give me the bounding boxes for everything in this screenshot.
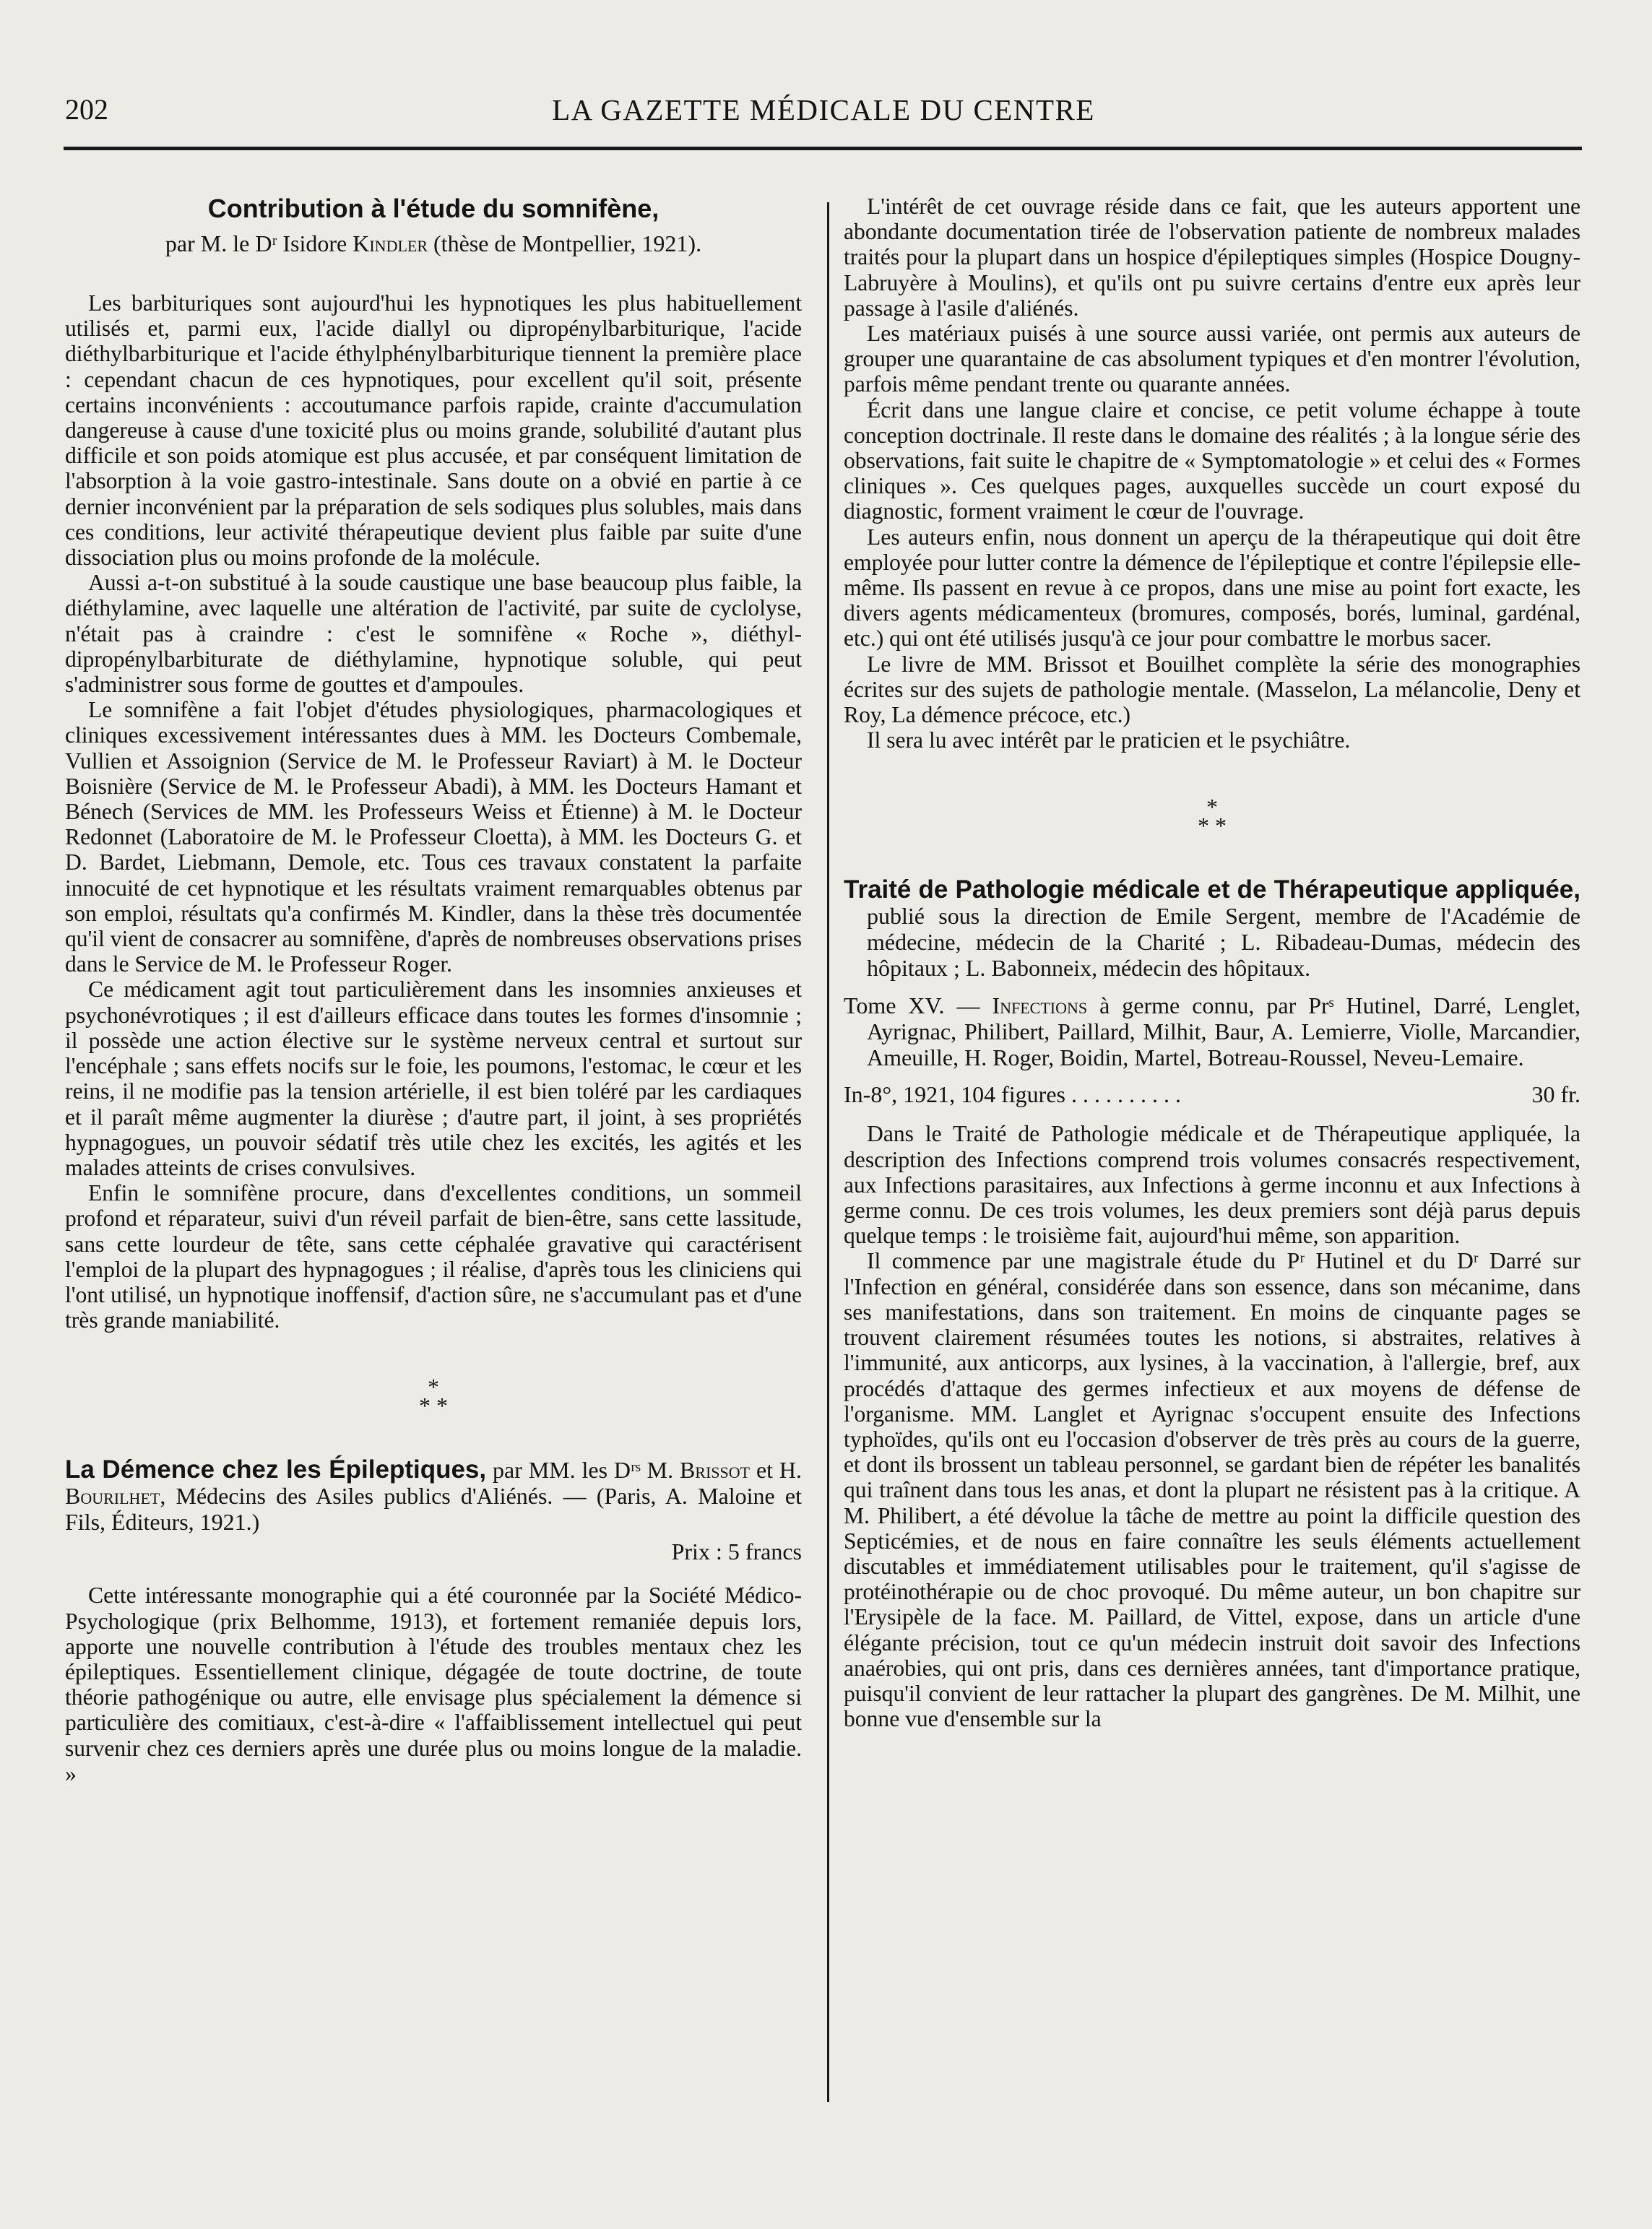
article-byline-somnifene bbox=[65, 230, 802, 257]
article-title-somnifene: Contribution à l'étude du somnifène, bbox=[207, 194, 659, 223]
format-price-line bbox=[844, 1081, 1580, 1108]
paragraph: Dans le Traité de Pathologie médicale et de Thérapeutique appliquée, la description des Infections comprend trois volumes consacrés respectivement, aux Infections parasitaires, aux Infections à germe inconnu et aux Infections à germe connu. De ces trois volumes, les deux premiers sont déjà parus depuis quelque temps : le troisième fait, aujourd'hui même, son apparition. bbox=[844, 1121, 1580, 1249]
paragraph: Aussi a-t-on substitué à la soude caustique une base beaucoup plus faible, la diéthylamine, avec laquelle une altération de l'activité, par suite de cyclolyse, n'était pas à craindre : c'est le somnifène « Roche », diéthyl-dipropénylbarbiturate de diéthylamine, hypnotique soluble, qui peut s'administrer sous forme de gouttes et d'ampoules. bbox=[65, 570, 802, 698]
paragraph: Le somnifène a fait l'objet d'études physiologiques, pharmacologiques et cliniques excessivement intéressantes dues à MM. les Docteurs Combemale, Vullien et Assoignion (Service de M. le Professeur Raviart) à M. le Docteur Boisnière (Service de M. le Professeur Abadi), à MM. les Docteurs Hamant et Bénech (Services de MM. les Professeurs Weiss et Étienne) à M. le Docteur Redonnet (Laboratoire de M. le Professeur Cloetta), à MM. les Docteurs G. et D. Bardet, Liebmann, Demole, etc. Tous ces travaux constatent la parfaite innocuité de cet hypnotique et les résultats vraiment remarquables obtenus par son emploi, résultats qu'a confirmés M. Kindler, dans la thèse très documentée qu'il vient de consacrer au somnifène, d'après de nombreuses observations prises dans le Service de M. le Professeur Roger. bbox=[65, 697, 802, 977]
price-label: Prix : 5 francs bbox=[671, 1538, 802, 1565]
paragraph: L'intérêt de cet ouvrage réside dans ce fait, que les auteurs apportent une abondante documentation tirée de l'observation patiente de nombreux malades traités pour la plupart dans un hospice d'épileptiques simples (Hospice Dougny-Labruyère à Moulins), et qu'ils ont pu suivre certains d'entre eux après leur passage à l'asile d'aliénés. bbox=[844, 194, 1580, 321]
right-column bbox=[844, 194, 1580, 1731]
paragraph: Les barbituriques sont aujourd'hui les hypnotiques les plus habituellement utilisés et, parmi eux, l'acide diallyl ou dipropénylbarbiturique, l'acide diéthylbarbiturique et l'acide éthylphénylbarbiturique tiennent la première place : cependant chacun de ces hypnotiques, pour excellent qu'il soit, présente certains inconvénients : accoutumance parfois rapide, crainte d'accumulation dangereuse à cause d'une toxicité plus ou moins grande, solubilité d'autant plus difficile et son poids atomique est plus accusée, et par conséquent limitation de l'absorption à la voie gastro-intestinale. Sans doute on a obvié en partie à ce dernier inconvénient par la préparation de sels sodiques plus solubles, mais dans ces conditions, leur activité thérapeutique devient plus faible par suite d'une dissociation plus ou moins profonde de la molécule. bbox=[65, 290, 802, 571]
paragraph: Les auteurs enfin, nous donnent un aperçu de la thérapeutique qui doit être employée pour lutter contre la démence de l'épileptique et contre l'épilepsie elle-même. Ils passent en revue à ce propos, dans une mise au point fort exacte, les divers agents médicamenteux (bromures, composés, borés, luminal, gardénal, etc.) qui ont été utilisés jusqu'à ce jour pour combattre le morbus sacer. bbox=[844, 524, 1580, 652]
paragraph: Il commence par une magistrale étude du Pʳ Hutinel et du Dʳ Darré sur l'Infection en général, considérée dans son essence, dans son mécanime, dans ses manifestations, dans son traitement. En moins de cinquante pages se trouvent clairement résumées toutes les notions, si abstraites, relatives à l'immunité, aux anticorps, aux lysines, à la vaccination, à l'allergie, bref, aux procédés d'attaque des germes infectieux et aux moyens de défense de l'organisme. MM. Langlet et Ayrignac s'occupent ensuite des Infections typhoïdes, qu'ils ont eu l'occasion d'observer de très près au cours de la guerre, et dont ils brossent un tableau personnel, se gardant bien de répéter les banalités qui traînent dans tous les anas, et dont la plupart ne résistent pas à la critique. A M. Philibert, a été dévolue la tâche de mettre au point la difficile question des Septicémies, et de nous en faire connaître les seuls éléments actuellement discutables et immédiatement utilisables pour le traitement, qu'il s'agisse de protéinothérapie ou de choc provoqué. Du même auteur, un bon chapitre sur l'Erysipèle de la face. M. Paillard, de Vittel, expose, dans un article d'une élégante précision, tout ce qu'un médecin instruit doit savoir des Infections anaérobies, qui ont pris, dans ces dernières années, tant d'importance pratique, puisqu'il convient de leur rattacher la plupart des gangrènes. De M. Milhit, une bonne vue d'ensemble sur la bbox=[844, 1248, 1580, 1732]
article-title-traite: Traité de Pathologie médicale et de Thérapeutique appliquée, bbox=[844, 875, 1580, 904]
article-title-demence: La Démence chez les Épileptiques, bbox=[65, 1455, 487, 1484]
price-label: 30 fr. bbox=[1531, 1081, 1580, 1108]
article-header-demence: La Démence chez les Épileptiques, par MM. les Dʳˢ M. Brissot et H. Bourilhet, Médecins des Asiles publics d'Aliénés. — (Paris, A. Maloine et Fils, Éditeurs, 1921.) bbox=[65, 1455, 803, 1536]
paragraph: Enfin le somnifène procure, dans d'excellentes conditions, un sommeil profond et réparateur, suivi d'un réveil parfait de bien-être, sans cette lassitude, sans cette lourdeur de tête, sans cette céphalée gravative qui caractérisent l'emploi de la plupart des hypnagogues ; il réalise, d'après tous les cliniciens qui l'ont utilisé, un hypnotique inoffensif, d'action sûre, ne s'accumulant pas et d'une très grande maniabilité. bbox=[65, 1180, 802, 1333]
left-column bbox=[65, 194, 802, 1786]
section-separator: * * * bbox=[1198, 794, 1227, 839]
column-divider bbox=[827, 202, 829, 2102]
journal-title: LA GAZETTE MÉDICALE DU CENTRE bbox=[552, 93, 1095, 126]
byline-prefix: par M. le Dʳ Isidore bbox=[165, 230, 353, 256]
paragraph: Ce médicament agit tout particulièrement dans les insomnies anxieuses et psychonévrotiques ; il est d'ailleurs efficace dans toutes les formes d'insomnie ; il possède une action élective sur le système nerveux central et surtout sur l'encéphale ; sans effets nocifs sur le foie, les poumons, l'estomac, le cœur et les reins, il ne modifie pas la tension artérielle, il est bien toléré par les cardiaques et il paraît même augmenter la diurèse ; d'autre part, il joint, à ses propriétés hypnagogues, un pouvoir sédatif très utile chez les excités, les agités et les malades atteints de crises convulsives. bbox=[65, 977, 802, 1180]
byline-suffix: (thèse de Montpellier, 1921). bbox=[428, 230, 702, 256]
tome-description: Tome XV. — Infections à germe connu, par Prˢ Hutinel, Darré, Lenglet, Ayrignac, Philibert, Paillard, Milhit, Baur, A. Lemierre, Violle, Marcandier, Ameuille, H. Roger, Boidin, Martel, Botreau-Roussel, Neveu-Lemaire. bbox=[844, 992, 1581, 1071]
format-label: In-8°, 1921, 104 figures . . . . . . . . . . bbox=[844, 1081, 1181, 1108]
article-header-traite: Traité de Pathologie médicale et de Thérapeutique appliquée, publié sous la direction de Emile Sergent, membre de l'Académie de médecine, médecin de la Charité ; L. Ribadeau-Dumas, médecin des hôpitaux ; L. Babonneix, médecin des hôpitaux. bbox=[844, 875, 1580, 982]
paragraph: Écrit dans une langue claire et concise, ce petit volume échappe à toute conception doctrinale. Il reste dans le domaine des réalités ; à la longue série des observations, fait suite le chapitre de « Symptomatologie » et celui des « Formes cliniques ». Ces quelques pages, auxquelles succède un court exposé du diagnostic, forment vraiment le cœur de l'ouvrage. bbox=[844, 397, 1580, 524]
byline-author: Kindler bbox=[353, 230, 428, 256]
paragraph: Les matériaux puisés à une source aussi variée, ont permis aux auteurs de grouper une quarantaine de cas absolument typiques et d'en montrer l'évolution, parfois même pendant trente ou quarante années. bbox=[844, 321, 1580, 397]
section-separator: * * * bbox=[419, 1374, 448, 1419]
header-rule bbox=[64, 147, 1582, 150]
author-brissot: Brissot bbox=[679, 1457, 751, 1484]
paragraph: Le livre de MM. Brissot et Bouilhet complète la série des monographies écrites sur des sujets de pathologie mentale. (Masselon, La mélancolie, Deny et Roy, La démence précoce, etc.) bbox=[844, 651, 1580, 728]
paragraph: Cette intéressante monographie qui a été couronnée par la Société Médico-Psychologique (prix Belhomme, 1913), et fortement remaniée depuis lors, apporte une nouvelle contribution à l'étude des troubles mentaux chez les épileptiques. Essentiellement clinique, dégagée de toute doctrine, de toute théorie pathogénique ou autre, elle envisage plus spécialement la démence si particulière des comitiaux, c'est-à-dire « l'affaiblissement intellectuel qui peut survenir chez ces derniers après une durée plus ou moins longue de la maladie. » bbox=[65, 1583, 802, 1786]
author-bourilhet: Bourilhet bbox=[65, 1483, 160, 1510]
page-number: 202 bbox=[65, 93, 108, 126]
paragraph: Il sera lu avec intérêt par le praticien et le psychiâtre. bbox=[867, 727, 1351, 753]
running-header bbox=[65, 92, 1582, 136]
